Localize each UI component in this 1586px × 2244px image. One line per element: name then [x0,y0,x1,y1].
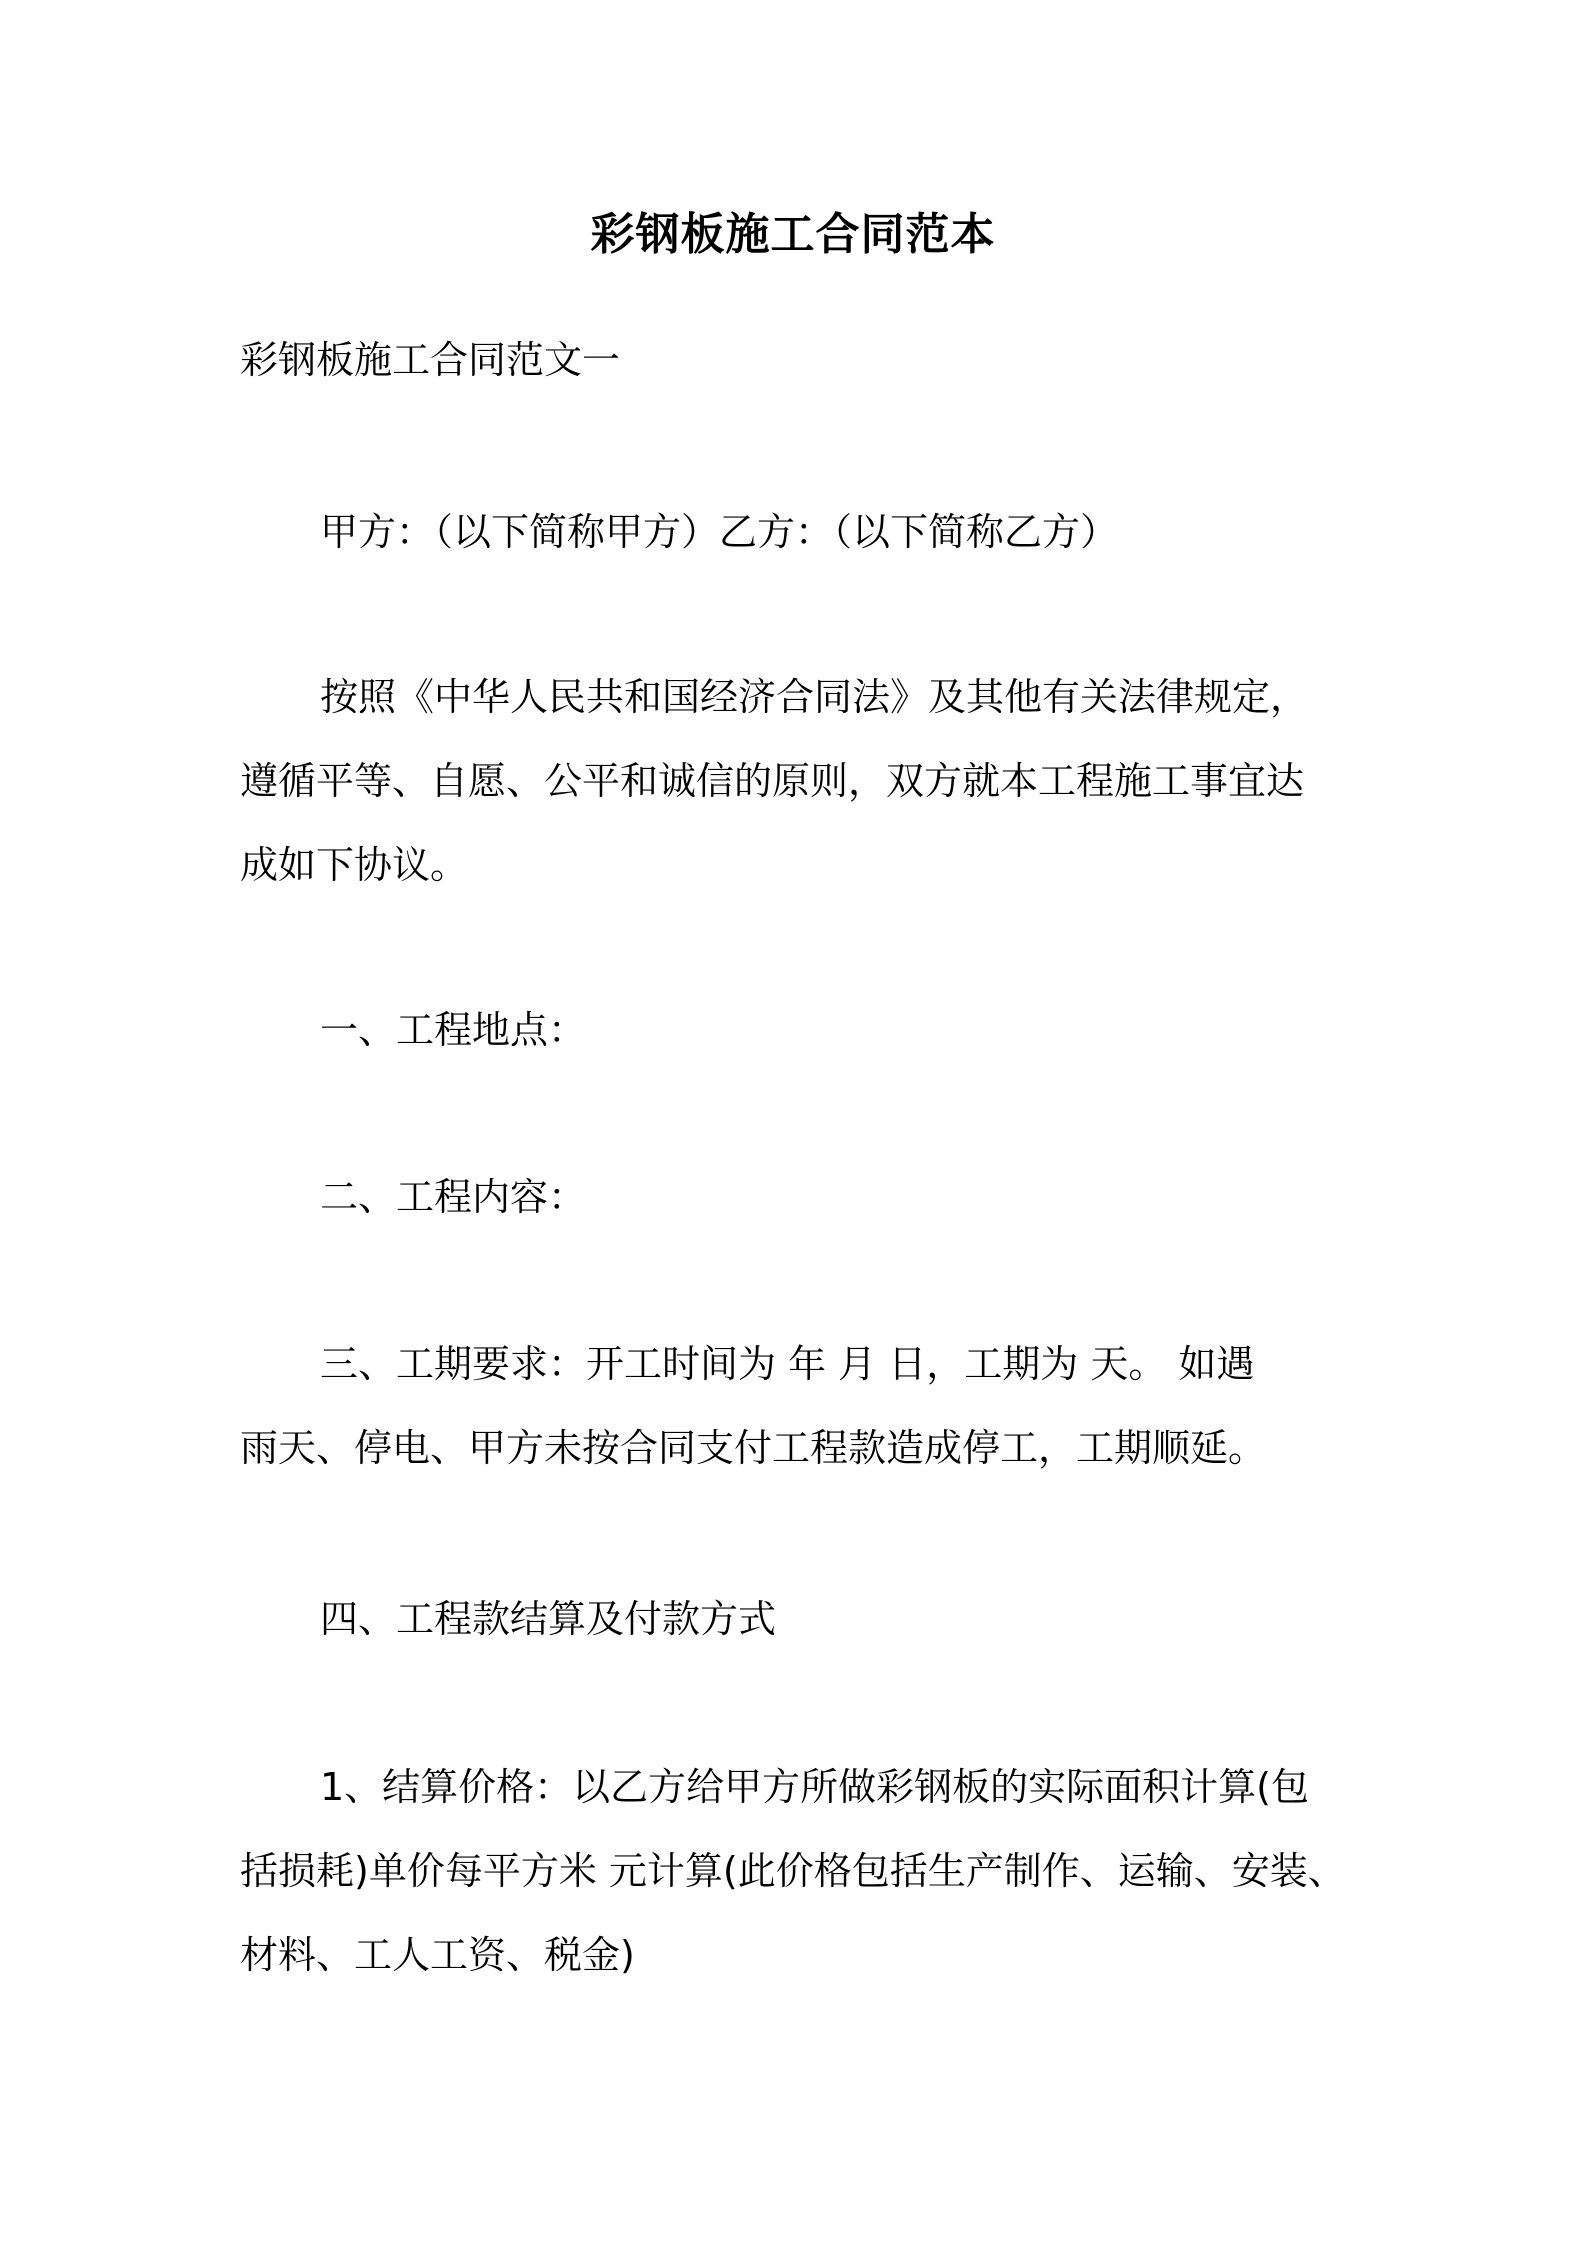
section-schedule [240,1322,1360,1490]
paragraph-line: 材料、工人工资、税金) [240,1933,635,1977]
paragraph-line: 成如下协议。 [240,843,469,887]
preamble-paragraph [240,655,1360,907]
paragraph-line: 三、工期要求：开工时间为 年 月 日，工期为 天。 如遇 [320,1342,1255,1386]
paragraph-line: 1、结算价格：以乙方给甲方所做彩钢板的实际面积计算(包 [320,1765,1310,1809]
parties-paragraph [240,490,1360,574]
payment-clause-1 [240,1745,1360,1997]
paragraph-line: 遵循平等、自愿、公平和诚信的原则，双方就本工程施工事宜达 [240,759,1305,803]
section-heading: 四、工程款结算及付款方式 [320,1597,777,1641]
paragraph-line: 甲方：（以下简称甲方）乙方：（以下简称乙方） [320,510,1119,554]
section-heading: 一、工程地点： [320,1008,587,1052]
document-title: 彩钢板施工合同范本 [590,209,996,260]
section-payment [240,1577,1360,1661]
paragraph-line: 按照《中华人民共和国经济合同法》及其他有关法律规定， [320,675,1309,719]
section-heading: 二、工程内容： [320,1175,587,1219]
document-subtitle: 彩钢板施工合同范文一 [240,338,621,382]
paragraph-line: 括损耗)单价每平方米 元计算(此价格包括生产制作、运输、安装、 [240,1849,1346,1893]
section-location [240,988,1360,1072]
paragraph-line: 雨天、停电、甲方未按合同支付工程款造成停工，工期顺延。 [240,1426,1267,1470]
section-content [240,1155,1360,1239]
